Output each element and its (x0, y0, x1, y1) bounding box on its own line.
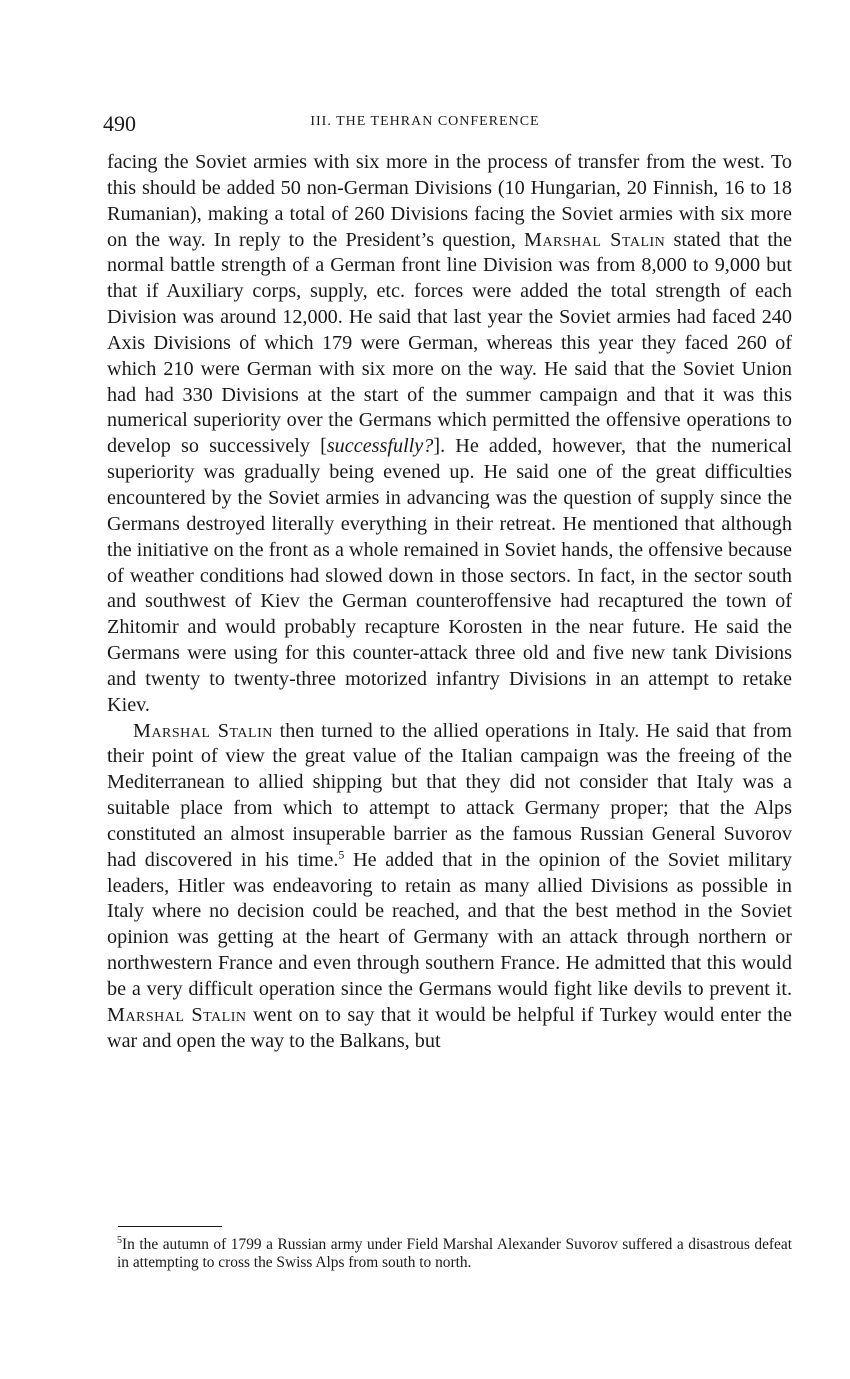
footnote-divider (118, 1226, 222, 1227)
footnote-mark: 5 (117, 1234, 122, 1246)
speaker-name: Marshal Stalin (107, 1003, 247, 1026)
page-number: 490 (103, 111, 136, 136)
editorial-correction: successfully? (326, 435, 434, 458)
paragraph-1 (107, 150, 792, 719)
footnote-reference: 5 (338, 847, 345, 862)
paragraph-1-part-c: ]. He added, however, that the numerical superiority was gradually being evened up. He said one of the great difficulties encountered by the Soviet armies in advancing was the question of supply since the Germans destroyed literally everything in their retreat. He mentioned that although the initiative on the front as a whole remained in Soviet hands, the offensive because of weather conditions had slowed down in those sectors. In fact, in the sector south and southwest of Kiev the German counteroffensive had recaptured the town of Zhitomir and would probably recapture Korosten in the near future. He said the Germans were using for this counter-attack three old and five new tank Divisions and twenty to twenty-three motorized infantry Divisions in an attempt to retake Kiev. (107, 435, 792, 716)
paragraph-1-part-a: facing the Soviet armies with six more in the process of transfer from the west. To this should be added 50 non-German Divisions (10 Hungarian, 20 Finnish, 16 to 18 Rumanian), making a total of 260 Divisions facing the Soviet armies with six more on the way. In reply to the President’s question, (107, 151, 792, 251)
paragraph-2-part-c: went on to say that it would be helpful if Turkey would enter the war and open the way to the Balkans, but (107, 1003, 792, 1052)
footnote-text: In the autumn of 1799 a Russian army under Field Marshal Alexander Suvorov suffered a disastrous defeat in attempting to cross the Swiss Alps from south to north. (117, 1236, 792, 1271)
speaker-name: Marshal Stalin (133, 719, 273, 742)
footnote (117, 1236, 792, 1271)
running-title: III. THE TEHRAN CONFERENCE (310, 114, 540, 129)
paragraph-1-part-b: stated that the normal battle strength of a German front line Division was from 8,000 to 9,000 but that if Auxiliary corps, supply, etc. forces were added the total strength of each Division was around 12,000. He said that last year the Soviet armies had faced 240 Axis Divisions of which 179 were German, whereas this year they faced 260 of which 210 were German with six more on the way. He said that the Soviet Union had had 330 Divisions at the start of the summer campaign and that it was this numerical superiority over the Germans which permitted the offensive operations to develop so successively [ (107, 228, 792, 458)
paragraph-2-part-a: then turned to the allied operations in Italy. He said that from their point of view the great value of the Italian campaign was the freeing of the Mediterranean to allied shipping but that they did not consider that Italy was a suitable place from which to attempt to attack Germany proper; that the Alps constituted an almost insuperable barrier as the famous Russian General Suvorov had discovered in his time. (107, 719, 792, 871)
main-text (107, 150, 792, 1055)
paragraph-2-part-b: He added that in the opinion of the Soviet military leaders, Hitler was endeavoring to retain as many allied Divisions as possible in Italy where no decision could be reached, and that the best method in the Soviet opinion was getting at the heart of Germany with an attack through northern or northwestern France and even through southern France. He admitted that this would be a very difficult operation since the Germans would fight like devils to prevent it. (107, 848, 792, 1000)
speaker-name: Marshal Stalin (524, 228, 666, 251)
paragraph-2 (107, 719, 792, 1055)
